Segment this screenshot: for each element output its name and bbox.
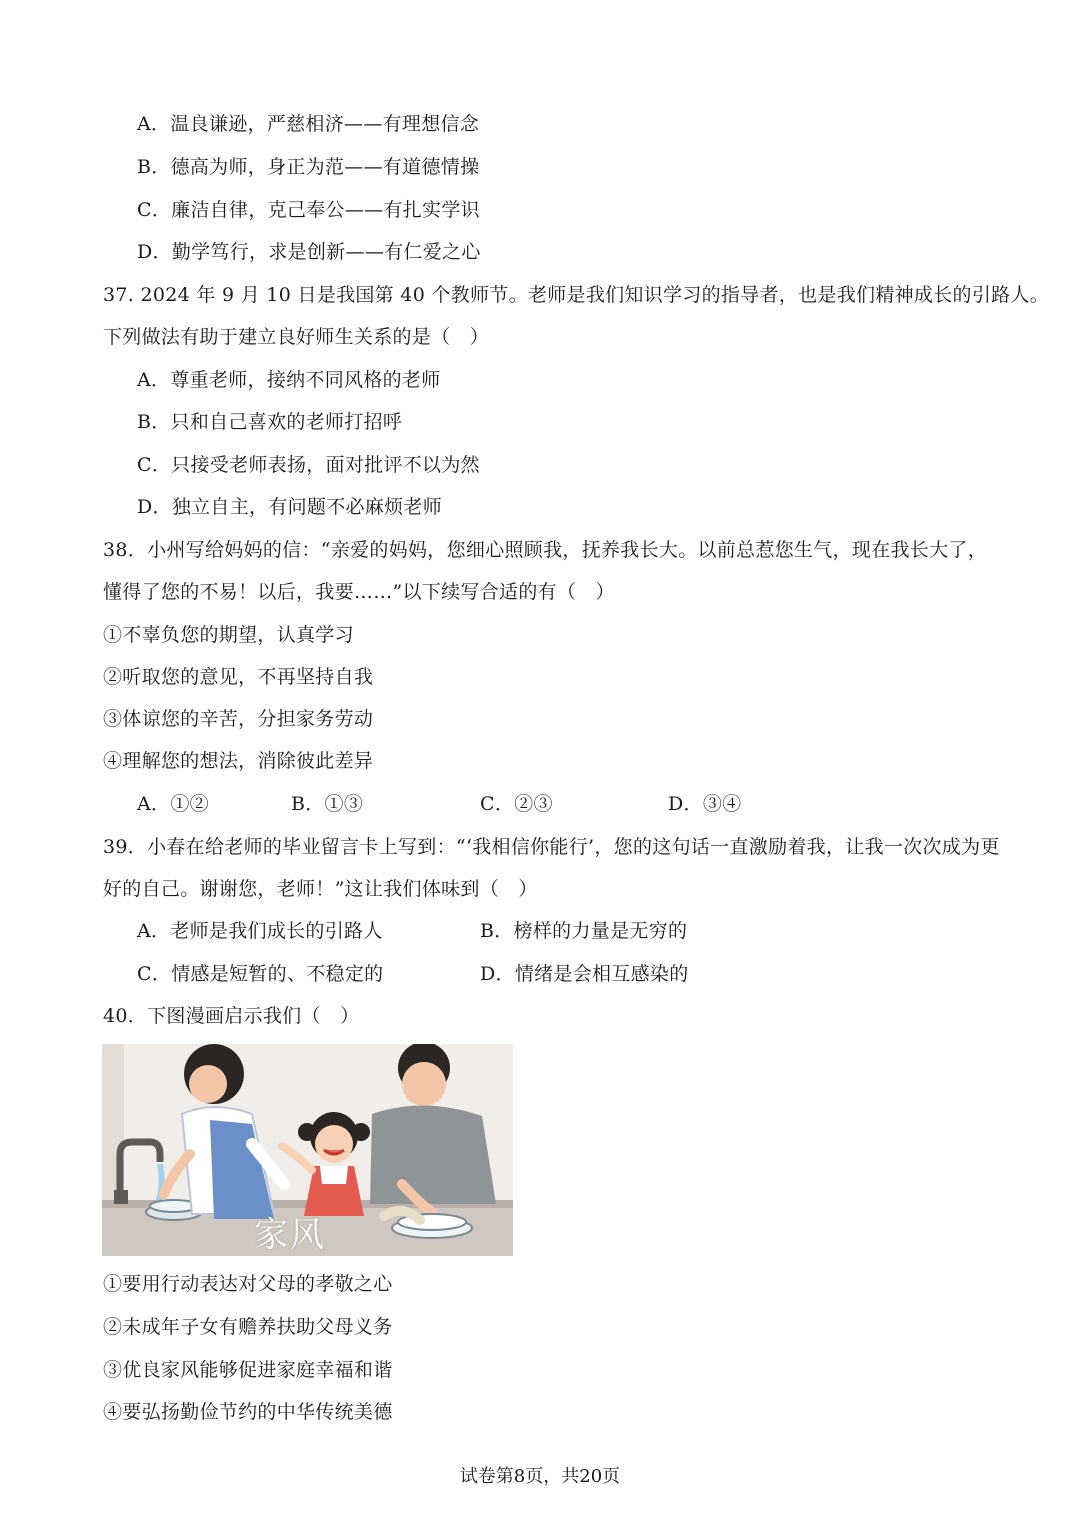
q37-option-b: B．只和自己喜欢的老师打招呼 (137, 411, 403, 433)
q36-option-d: D．勤学笃行，求是创新——有仁爱之心 (137, 241, 481, 263)
q38-stem-line2: 懂得了您的不易！以后，我要……”以下续写合适的有（ ） (103, 581, 615, 603)
q40-item-4: ④要弘扬勤俭节约的中华传统美德 (103, 1401, 393, 1423)
q37-stem-line1: 37. 2024 年 9 月 10 日是我国第 40 个教师节。老师是我们知识学习的指导者，也是我们精神成长的引路人。 (103, 284, 1050, 306)
q38-choice-d: D．③④ (668, 793, 742, 815)
q37-stem-line2: 下列做法有助于建立良好师生关系的是（ ） (103, 326, 490, 348)
family-chores-cartoon (102, 1044, 513, 1256)
q37-option-c: C．只接受老师表扬，面对批评不以为然 (137, 454, 480, 476)
q36-option-c: C．廉洁自律，克己奉公——有扎实学识 (137, 199, 480, 221)
q38-choice-b: B．①③ (291, 793, 364, 815)
cartoon-caption-jiafeng: 家风 (254, 1215, 326, 1255)
page-footer: 试卷第8页，共20页 (459, 1466, 621, 1487)
q39-option-a: A．老师是我们成长的引路人 (137, 920, 383, 942)
q40-item-2: ②未成年子女有赡养扶助父母义务 (103, 1316, 393, 1338)
q39-stem-line2: 好的自己。谢谢您，老师！”这让我们体味到（ ） (103, 878, 538, 900)
q37-option-a: A．尊重老师，接纳不同风格的老师 (137, 369, 441, 391)
q38-item-1: ①不辜负您的期望，认真学习 (103, 624, 354, 646)
q38-item-3: ③体谅您的辛苦，分担家务劳动 (103, 708, 374, 730)
q39-option-c: C．情感是短暂的、不稳定的 (137, 963, 384, 985)
q37-option-d: D．独立自主，有问题不必麻烦老师 (137, 496, 443, 518)
q40-item-3: ③优良家风能够促进家庭幸福和谐 (103, 1359, 393, 1381)
q39-option-d: D．情绪是会相互感染的 (480, 963, 689, 985)
q40-stem: 40．下图漫画启示我们（ ） (103, 1005, 360, 1027)
q38-choice-c: C．②③ (480, 793, 553, 815)
q39-option-b: B．榜样的力量是无穷的 (480, 920, 688, 942)
q38-item-2: ②听取您的意见，不再坚持自我 (103, 666, 374, 688)
q40-item-1: ①要用行动表达对父母的孝敬之心 (103, 1273, 393, 1295)
q36-option-b: B．德高为师，身正为范——有道德情操 (137, 156, 480, 178)
q38-choice-a: A．①② (137, 793, 209, 815)
q38-stem-line1: 38．小州写给妈妈的信：“亲爱的妈妈，您细心照顾我，抚养我长大。以前总惹您生气，现在我长大了， (103, 539, 987, 561)
q38-item-4: ④理解您的想法，消除彼此差异 (103, 750, 374, 772)
q39-stem-line1: 39．小春在给老师的毕业留言卡上写到：“‘我相信你能行’，您的这句话一直激励着我，让我一次次成为更 (103, 836, 1000, 858)
q36-option-a: A．温良谦逊，严慈相济——有理想信念 (137, 113, 480, 135)
